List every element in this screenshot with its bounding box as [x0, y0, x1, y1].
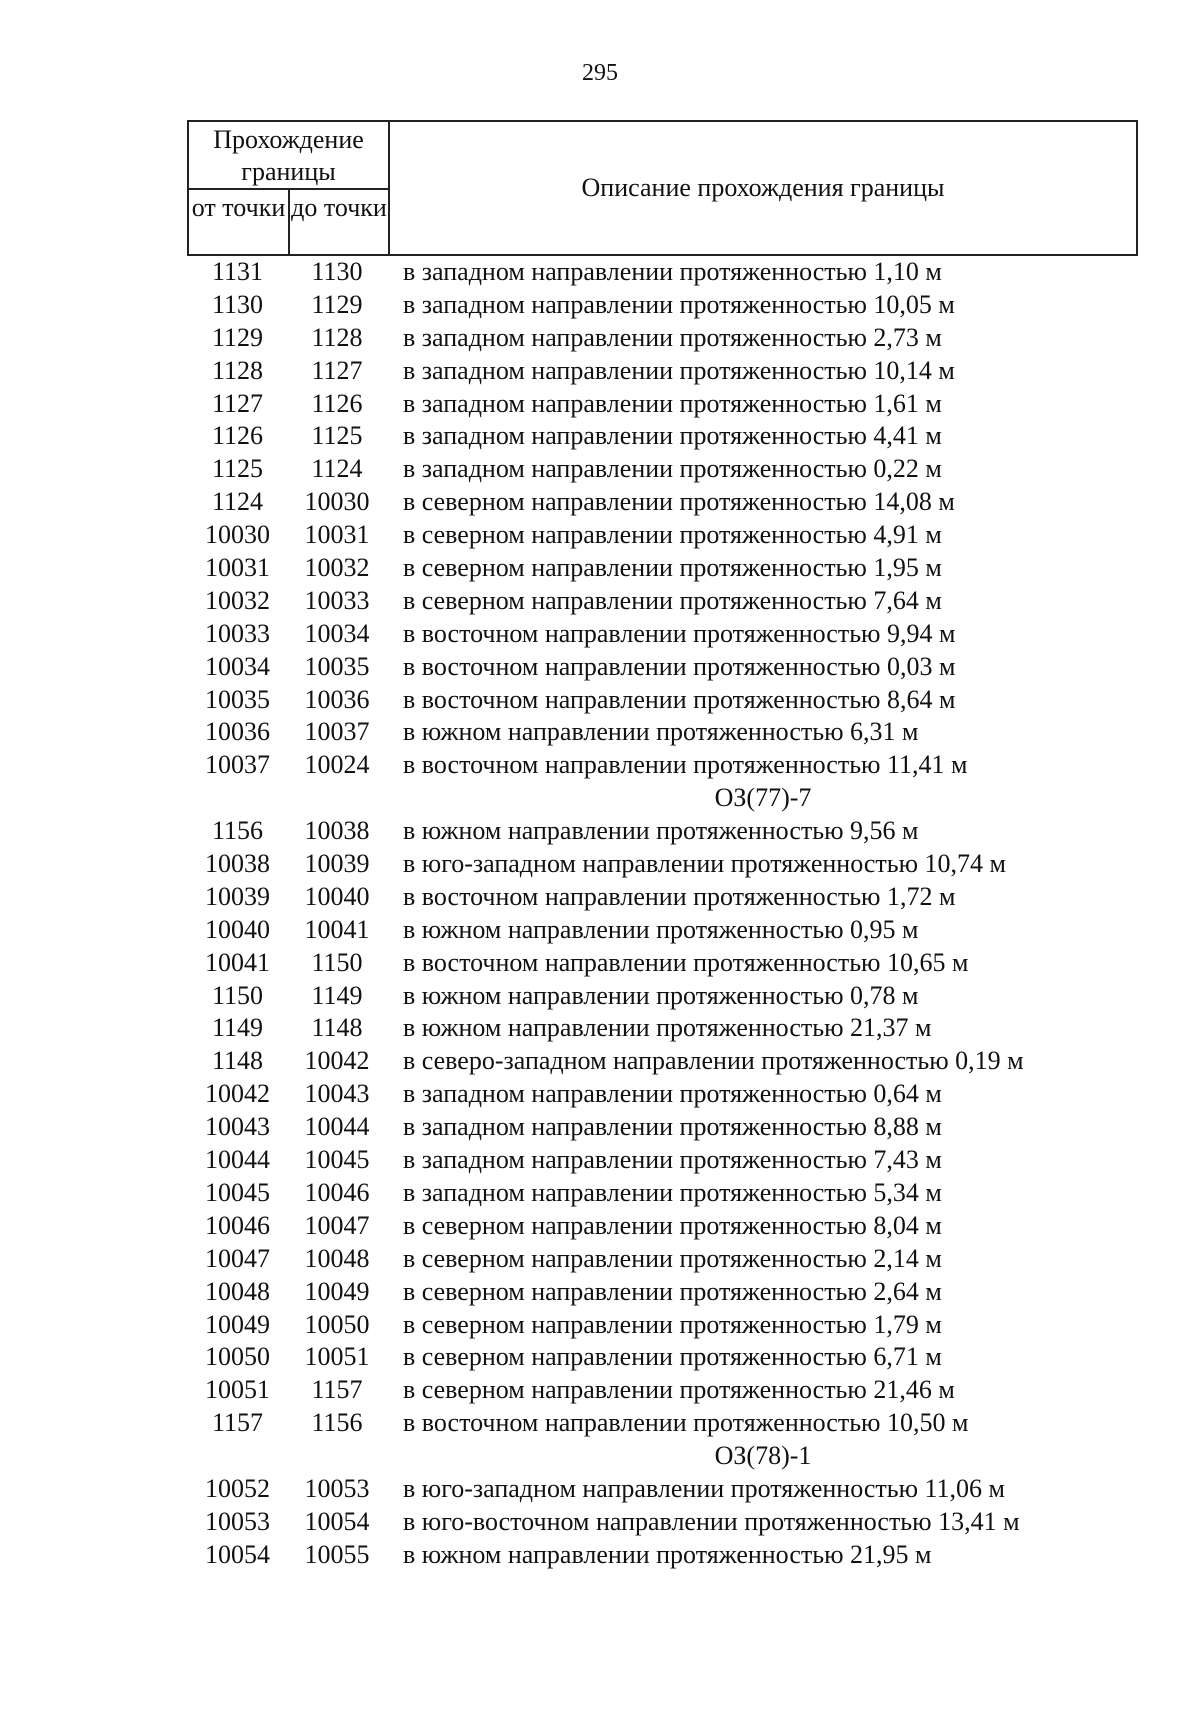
boundary-description: в восточном направлении протяженностью 0,03 м	[403, 651, 956, 681]
table-row	[187, 684, 1138, 717]
to-point: 10035	[304, 651, 370, 681]
to-point: 10045	[304, 1145, 370, 1175]
table-row	[187, 1210, 1138, 1243]
boundary-description: в южном направлении протяженностью 21,37 м	[403, 1013, 932, 1043]
to-point: 1127	[311, 355, 363, 385]
from-point: 10044	[205, 1145, 270, 1175]
boundary-description: в западном направлении протяженностью 7,43 м	[403, 1145, 942, 1175]
to-point: 1124	[311, 454, 363, 484]
table-row	[187, 618, 1138, 651]
from-point: 1130	[211, 289, 264, 319]
boundary-description: в северном направлении протяженностью 8,04 м	[403, 1210, 942, 1240]
from-point: 10048	[205, 1276, 270, 1306]
table-row	[187, 355, 1138, 388]
from-point: 1127	[211, 388, 264, 418]
from-point: 10040	[205, 914, 270, 944]
from-point: 10047	[205, 1243, 270, 1273]
to-point: 10044	[304, 1112, 370, 1142]
table-row	[187, 1374, 1138, 1407]
boundary-description: в северном направлении протяженностью 6,71 м	[403, 1342, 942, 1372]
table-row	[187, 289, 1138, 322]
boundary-description: в южном направлении протяженностью 0,95 м	[403, 914, 919, 944]
to-point: 10054	[304, 1506, 370, 1536]
to-point: 10036	[304, 684, 370, 714]
to-point: 1149	[311, 980, 363, 1010]
from-point: 1157	[211, 1408, 264, 1438]
from-point: 10049	[205, 1309, 270, 1339]
to-point: 10024	[304, 750, 370, 780]
to-point: 10041	[304, 914, 370, 944]
section-title: ОЗ(78)-1	[714, 1441, 812, 1471]
table-row	[187, 1144, 1138, 1177]
from-point: 1129	[211, 322, 264, 352]
boundary-description: в северном направлении протяженностью 4,91 м	[403, 520, 942, 550]
to-point: 10033	[304, 585, 370, 615]
table-header	[187, 120, 1138, 256]
table-row	[187, 716, 1138, 749]
to-point: 10047	[304, 1210, 370, 1240]
table-row	[187, 519, 1138, 552]
from-point: 10032	[205, 585, 270, 615]
from-point: 10051	[205, 1375, 270, 1405]
to-point: 10038	[304, 816, 370, 846]
table-row	[187, 1111, 1138, 1144]
to-point: 10055	[304, 1539, 370, 1569]
to-point: 10049	[304, 1276, 370, 1306]
table-row	[187, 980, 1138, 1013]
boundary-description: в северном направлении протяженностью 2,64 м	[403, 1276, 942, 1306]
table-row	[187, 1506, 1138, 1539]
boundary-description: в южном направлении протяженностью 21,95 м	[403, 1539, 932, 1569]
boundary-description: в восточном направлении протяженностью 9,94 м	[403, 618, 956, 648]
to-point: 1126	[311, 388, 363, 418]
from-point: 10052	[205, 1473, 270, 1503]
table-row	[187, 1276, 1138, 1309]
to-point: 1129	[311, 289, 363, 319]
table-row	[187, 651, 1138, 684]
to-point: 10039	[304, 849, 370, 879]
from-point: 1148	[211, 1046, 264, 1076]
boundary-description: в западном направлении протяженностью 0,22 м	[403, 454, 942, 484]
boundary-description: в северном направлении протяженностью 14,08 м	[403, 487, 955, 517]
to-point: 1150	[311, 947, 363, 977]
boundary-description: в северном направлении протяженностью 1,95 м	[403, 553, 942, 583]
boundary-description: в западном направлении протяженностью 4,41 м	[403, 421, 942, 451]
boundary-description: в восточном направлении протяженностью 1,72 м	[403, 881, 956, 911]
from-point: 1149	[211, 1013, 264, 1043]
table-row	[187, 1177, 1138, 1210]
header-passage-label: Прохождение границы	[189, 122, 388, 190]
page-number: 295	[582, 60, 618, 86]
to-point: 10051	[304, 1342, 370, 1372]
boundary-description: в западном направлении протяженностью 10,05 м	[403, 289, 955, 319]
boundary-description: в северном направлении протяженностью 1,79 м	[403, 1309, 942, 1339]
table-row	[187, 552, 1138, 585]
boundary-description: в юго-западном направлении протяженностью 10,74 м	[403, 849, 1006, 879]
table-row	[187, 1539, 1138, 1572]
from-point: 10033	[205, 618, 270, 648]
table-row	[187, 1078, 1138, 1111]
table-row	[187, 848, 1138, 881]
boundary-description: в западном направлении протяженностью 1,61 м	[403, 388, 942, 418]
boundary-description: в западном направлении протяженностью 2,73 м	[403, 322, 942, 352]
to-point: 1128	[311, 322, 363, 352]
table-row	[187, 1243, 1138, 1276]
to-point: 1130	[311, 257, 363, 286]
from-point: 10050	[205, 1342, 270, 1372]
table-row	[187, 1407, 1138, 1440]
from-point: 10039	[205, 881, 270, 911]
table-row	[187, 420, 1138, 453]
to-point: 10040	[304, 881, 370, 911]
table-row	[187, 815, 1138, 848]
to-point: 10042	[304, 1046, 370, 1076]
from-point: 10030	[205, 520, 270, 550]
from-point: 10043	[205, 1112, 270, 1142]
from-point: 10036	[205, 717, 270, 747]
table-row	[187, 1045, 1138, 1078]
to-point: 10046	[304, 1177, 370, 1207]
boundary-description: в западном направлении протяженностью 5,34 м	[403, 1177, 942, 1207]
boundary-description: в северо-западном направлении протяженностью 0,19 м	[403, 1046, 1024, 1076]
from-point: 10041	[205, 947, 270, 977]
table-row	[187, 322, 1138, 355]
from-point: 10042	[205, 1079, 270, 1109]
from-point: 10037	[205, 750, 270, 780]
table-row	[187, 1473, 1138, 1506]
boundary-description: в западном направлении протяженностью 0,64 м	[403, 1079, 942, 1109]
to-point: 10043	[304, 1079, 370, 1109]
table-row	[187, 881, 1138, 914]
to-point: 10050	[304, 1309, 370, 1339]
boundary-description: в восточном направлении протяженностью 11,41 м	[403, 750, 968, 780]
from-point: 10046	[205, 1210, 270, 1240]
to-point: 10037	[304, 717, 370, 747]
boundary-description: в северном направлении протяженностью 2,14 м	[403, 1243, 942, 1273]
header-description-label: Описание прохождения границы	[581, 173, 945, 202]
boundary-description: в восточном направлении протяженностью 10,50 м	[403, 1408, 969, 1438]
boundary-description: в южном направлении протяженностью 0,78 м	[403, 980, 919, 1010]
table-row	[187, 1341, 1138, 1374]
table-row	[187, 749, 1138, 782]
boundary-description: в восточном направлении протяженностью 8,64 м	[403, 684, 956, 714]
boundary-description: в западном направлении протяженностью 1,10 м	[403, 257, 942, 286]
table-row	[187, 486, 1138, 519]
boundary-description: в южном направлении протяженностью 9,56 м	[403, 816, 919, 846]
from-point: 10045	[205, 1177, 270, 1207]
boundary-description: в северном направлении протяженностью 21,46 м	[403, 1375, 955, 1405]
boundary-description: в юго-восточном направлении протяженностью 13,41 м	[403, 1506, 1020, 1536]
boundary-description: в северном направлении протяженностью 7,64 м	[403, 585, 942, 615]
to-point: 10032	[304, 553, 370, 583]
from-point: 1131	[211, 257, 264, 286]
to-point: 10030	[304, 487, 370, 517]
from-point: 10031	[205, 553, 270, 583]
to-point: 1125	[311, 421, 363, 451]
to-point: 1156	[311, 1408, 363, 1438]
to-point: 10048	[304, 1243, 370, 1273]
from-point: 1126	[211, 421, 264, 451]
table-row	[187, 453, 1138, 486]
boundary-description: в юго-западном направлении протяженностью 11,06 м	[403, 1473, 1006, 1503]
to-point: 10034	[304, 618, 370, 648]
table-row	[187, 388, 1138, 421]
boundary-description: в западном направлении протяженностью 8,88 м	[403, 1112, 942, 1142]
from-point: 10035	[205, 684, 270, 714]
to-point: 10031	[304, 520, 370, 550]
from-point: 1128	[211, 355, 264, 385]
from-point: 1150	[211, 980, 264, 1010]
boundary-table-body	[187, 256, 1138, 1572]
from-point: 1124	[211, 487, 264, 517]
table-row	[187, 256, 1138, 289]
from-point: 1156	[211, 816, 264, 846]
section-title: ОЗ(77)-7	[714, 783, 812, 813]
from-point: 10054	[205, 1539, 270, 1569]
boundary-description: в южном направлении протяженностью 6,31 м	[403, 717, 919, 747]
header-to-label: до точки	[291, 193, 387, 222]
from-point: 10034	[205, 651, 270, 681]
header-passage-group	[189, 122, 390, 254]
from-point: 10038	[205, 849, 270, 879]
from-point: 1125	[211, 454, 264, 484]
table-row	[187, 1309, 1138, 1342]
table-row	[187, 585, 1138, 618]
table-row	[187, 947, 1138, 980]
header-from-label: от точки	[189, 190, 290, 256]
boundary-description: в восточном направлении протяженностью 10,65 м	[403, 947, 969, 977]
table-row	[187, 914, 1138, 947]
to-point: 10053	[304, 1473, 370, 1503]
to-point: 1157	[311, 1375, 363, 1405]
boundary-description: в западном направлении протяженностью 10,14 м	[403, 355, 955, 385]
table-row	[187, 1012, 1138, 1045]
from-point: 10053	[205, 1506, 270, 1536]
to-point: 1148	[311, 1013, 363, 1043]
